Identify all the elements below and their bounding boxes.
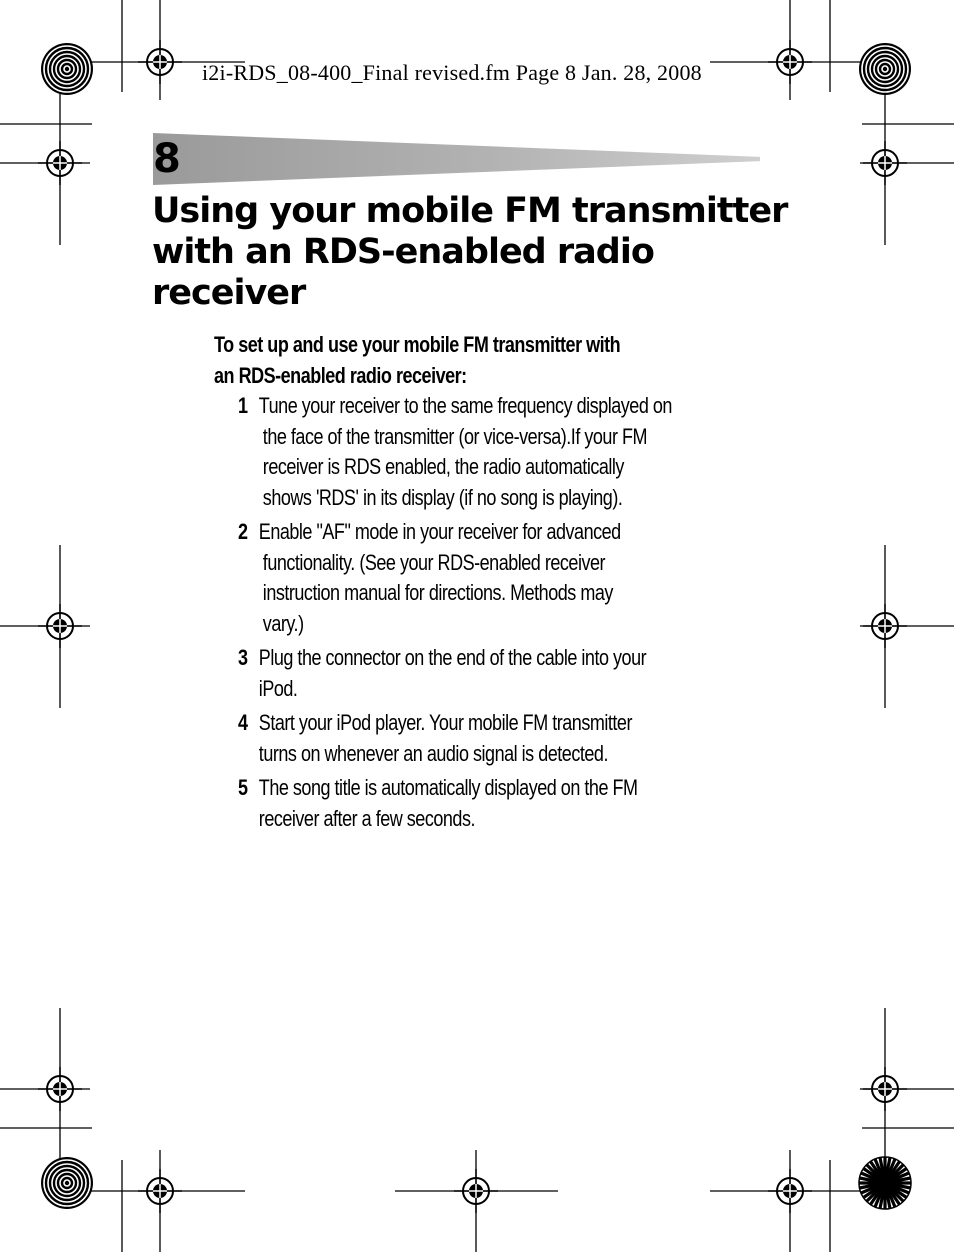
step-number: 1 xyxy=(238,393,248,418)
title-line: receiver xyxy=(152,273,306,313)
file-slug: i2i-RDS_08-400_Final revised.fm Page 8 Jan. 28, 2008 xyxy=(202,60,702,85)
intro-line: To set up and use your mobile FM transmitter with xyxy=(214,332,621,357)
step-line: functionality. (See your RDS-enabled receiver xyxy=(262,549,606,575)
step-line: Plug the connector on the end of the cable into your xyxy=(258,645,647,670)
step-line: shows 'RDS' in its display (if no song is playing). xyxy=(262,484,623,510)
step-text xyxy=(259,710,632,766)
procedure xyxy=(214,330,774,838)
title-line: Using your mobile FM transmitter xyxy=(152,191,788,231)
step-line: instruction manual for directions. Methods may xyxy=(262,580,613,605)
procedure-intro xyxy=(214,330,774,391)
step-text xyxy=(259,775,638,831)
step-item xyxy=(214,643,774,704)
step-line: receiver is RDS enabled, the radio automatically xyxy=(262,454,624,479)
title-line: with an RDS-enabled radio xyxy=(152,232,654,272)
step-item xyxy=(214,391,774,513)
step-line: the face of the transmitter (or vice-versa).If your FM xyxy=(262,423,648,449)
step-text xyxy=(259,517,774,639)
step-list xyxy=(214,391,774,834)
step-text xyxy=(259,391,774,513)
step-line: Tune your receiver to the same frequency displayed on xyxy=(258,393,672,418)
page-number: 8 xyxy=(153,136,181,182)
step-line: iPod. xyxy=(258,675,298,701)
step-text xyxy=(259,645,646,701)
step-number: 3 xyxy=(238,645,248,670)
step-number: 2 xyxy=(238,519,248,544)
step-number: 5 xyxy=(238,775,248,800)
page-title xyxy=(152,191,792,314)
step-number: 4 xyxy=(238,710,248,735)
step-line: receiver after a few seconds. xyxy=(258,805,475,831)
intro-line: an RDS-enabled radio receiver: xyxy=(214,362,467,388)
step-line: Enable "AF" mode in your receiver for advanced xyxy=(258,519,621,544)
step-line: vary.) xyxy=(262,610,304,636)
step-line: Start your iPod player. Your mobile FM transmitter xyxy=(258,710,632,735)
step-item xyxy=(214,517,774,639)
step-item xyxy=(214,773,774,834)
step-line: turns on whenever an audio signal is detected. xyxy=(258,740,608,766)
step-item xyxy=(214,708,774,769)
step-line: The song title is automatically displayed on the FM xyxy=(258,775,638,800)
